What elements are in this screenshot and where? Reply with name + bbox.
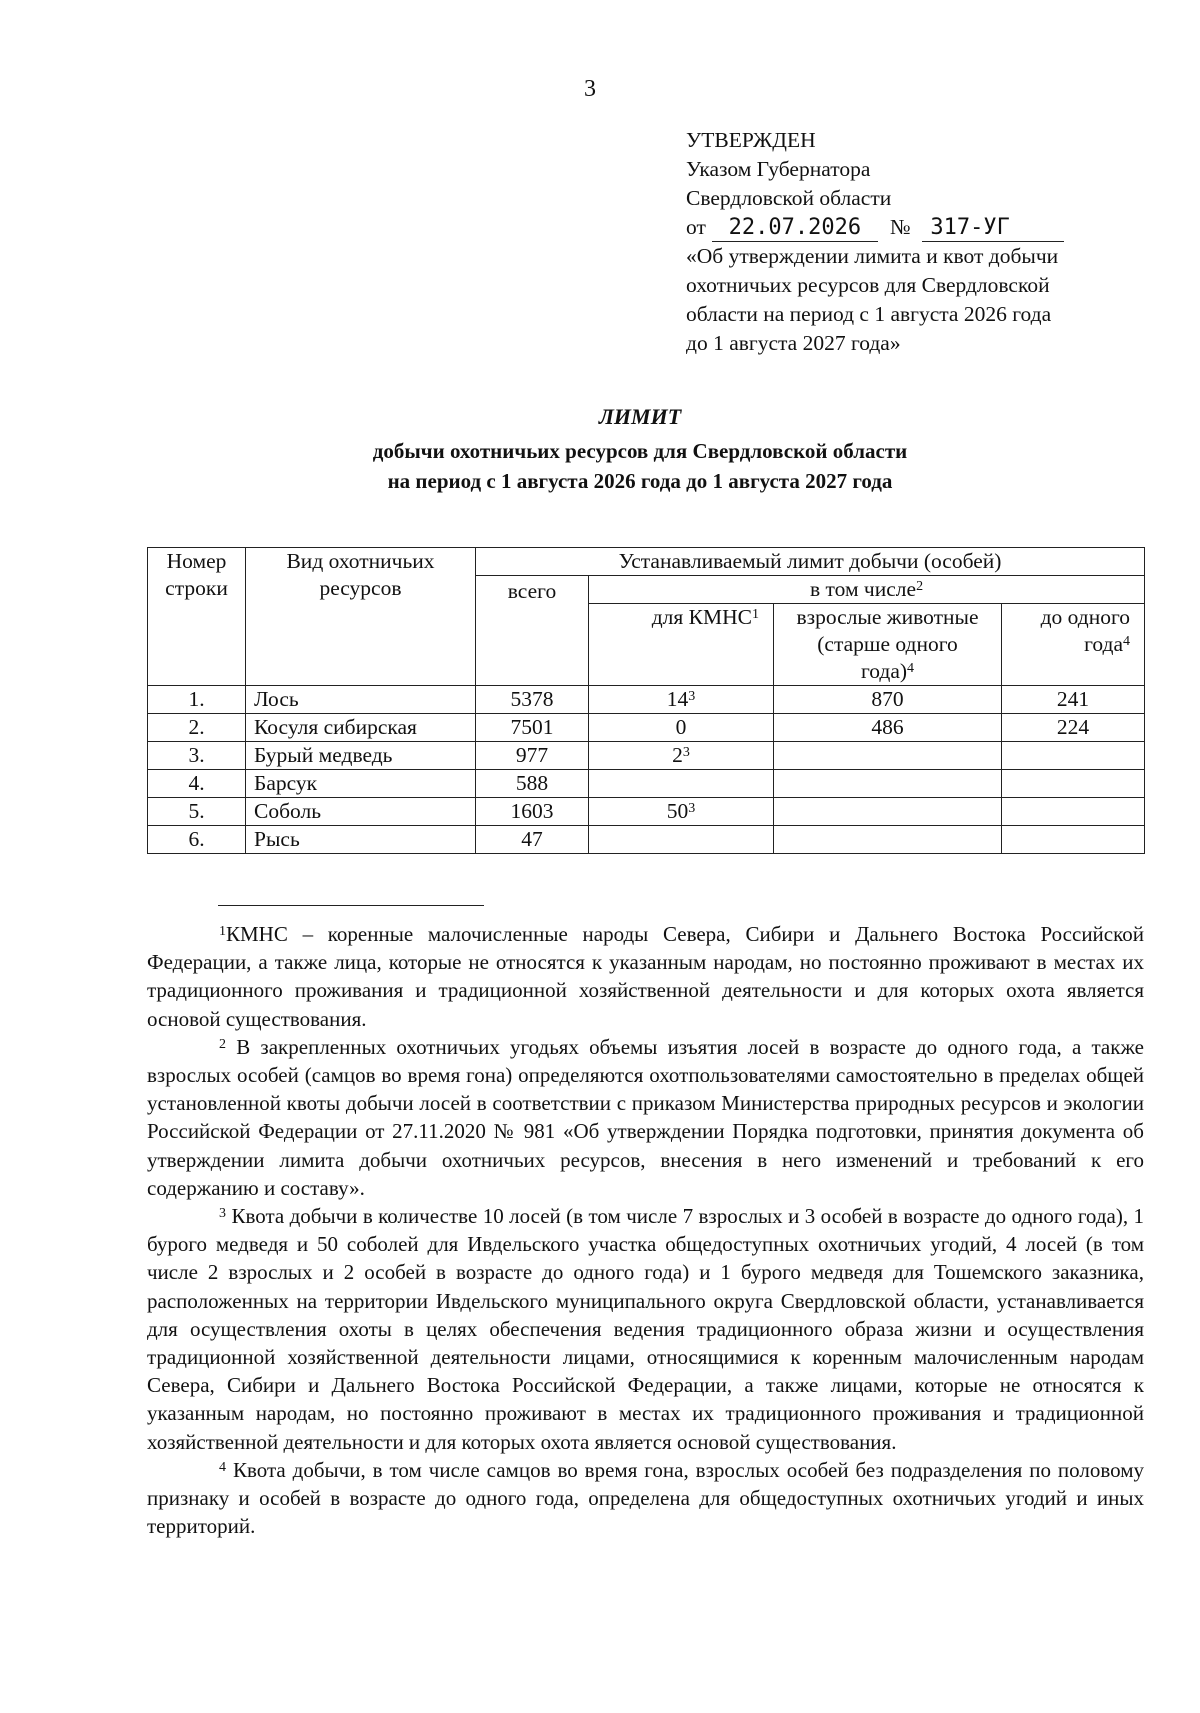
cell-species <box>246 714 476 742</box>
footnote-ref: 2 <box>916 579 924 594</box>
cell-value: 2. <box>188 715 205 739</box>
cell-value: 3. <box>188 743 205 767</box>
header-text <box>1006 631 1130 658</box>
document-subtitle <box>0 436 1200 496</box>
decree-title-line: охотничьих ресурсов для Свердловской <box>686 273 1050 297</box>
cell-adult <box>774 742 1002 770</box>
cell-value: 7501 <box>510 715 554 739</box>
cell-kmns <box>589 770 774 798</box>
cell-kmns <box>589 686 774 714</box>
table-body <box>148 686 1145 854</box>
cell-value: 977 <box>515 743 549 767</box>
cell-total <box>476 714 589 742</box>
footnote <box>147 920 1144 1033</box>
table-row <box>148 826 1145 854</box>
cell-value: 1603 <box>510 799 554 823</box>
footnote-ref: 3 <box>688 689 696 704</box>
table-header-row <box>148 548 1145 576</box>
footnote-text: В закрепленных охотничьих угодьях объемы изъятия лосей в возрасте до одного года, а также взрослых особей (самцов во время гона) определяются охотпользователями самостоятельно в пределах общей установленной квоты добычи лосей в соответствии с приказом Министерства природных ресурсов и экологии Российской Федерации от 27.11.2020 № 981 «Об утверждении Порядка подготовки, принятия документа об утверждении лимита добычи охотничьих ресурсов, внесения в него изменений и требований к его содержанию и составу». <box>147 1034 1145 1200</box>
header-text <box>778 658 997 685</box>
cell-value: 0 <box>675 715 687 739</box>
cell-value: Лось <box>254 687 299 711</box>
decree-title-line: до 1 августа 2027 года» <box>686 331 901 355</box>
header-kmns <box>589 604 774 686</box>
cell-kmns <box>589 714 774 742</box>
cell-young <box>1002 742 1145 770</box>
cell-value: 4. <box>188 771 205 795</box>
footnote-text: Квота добычи, в том числе самцов во время гона, взрослых особей без подразделения по половому признаку и особей в возрасте до одного года, определена для общедоступных охотничьих угодий и иных территорий. <box>147 1457 1145 1539</box>
cell-value: 486 <box>871 715 904 739</box>
table-row <box>148 770 1145 798</box>
footnote-mark: 4 <box>219 1459 226 1475</box>
footnotes <box>147 920 1144 1540</box>
header-including <box>589 576 1145 604</box>
header-text: строки <box>165 576 228 600</box>
header-species <box>246 548 476 686</box>
header-total <box>476 576 589 686</box>
limit-table <box>147 547 1145 854</box>
approval-status: УТВЕРЖДЕН <box>686 128 816 152</box>
footnote-mark: 2 <box>219 1036 226 1052</box>
header-text: для КМНС <box>651 605 752 629</box>
cell-value: 241 <box>1056 687 1090 711</box>
cell-row-number <box>148 798 246 826</box>
decree-from-label: от <box>686 215 706 239</box>
table-row <box>148 798 1145 826</box>
cell-species <box>246 826 476 854</box>
table-row <box>148 742 1145 770</box>
cell-adult <box>774 686 1002 714</box>
cell-value: Соболь <box>254 799 322 823</box>
cell-value: 870 <box>871 687 904 711</box>
cell-kmns <box>589 742 774 770</box>
cell-adult <box>774 770 1002 798</box>
cell-value: 47 <box>521 827 543 851</box>
cell-value: 1. <box>188 687 205 711</box>
footnote-mark: 1 <box>219 924 226 939</box>
footnote-mark: 3 <box>219 1206 226 1222</box>
decree-title-line: области на период с 1 августа 2026 года <box>686 302 1052 326</box>
approval-authority: Указом Губернатора <box>686 157 871 181</box>
cell-kmns <box>589 826 774 854</box>
approval-stamp <box>686 126 1136 358</box>
header-text: до одного <box>1040 605 1131 629</box>
header-text: года) <box>860 659 908 683</box>
header-text: Номер <box>166 549 227 573</box>
cell-total <box>476 826 589 854</box>
document-subtitle-line: на период с 1 августа 2026 года до 1 августа 2027 года <box>387 469 893 493</box>
footnote-ref: 3 <box>688 801 696 816</box>
cell-row-number <box>148 826 246 854</box>
document-subtitle-line: добычи охотничьих ресурсов для Свердловской области <box>372 439 908 463</box>
footnote-separator <box>218 905 484 906</box>
cell-value: Косуля сибирская <box>254 715 417 739</box>
footnote-ref: 1 <box>752 607 759 622</box>
footnote-ref: 4 <box>1123 634 1131 649</box>
cell-young <box>1002 714 1145 742</box>
cell-species <box>246 770 476 798</box>
header-text: Вид охотничьих <box>286 549 435 573</box>
cell-row-number <box>148 686 246 714</box>
header-text: всего <box>507 579 557 603</box>
cell-value: 5378 <box>510 687 554 711</box>
header-text: взрослые животные <box>796 605 979 629</box>
header-adult <box>774 604 1002 686</box>
header-limit: Устанавливаемый лимит добычи (особей) <box>476 548 1145 576</box>
cell-young <box>1002 686 1145 714</box>
header-text: ресурсов <box>319 576 402 600</box>
footnote-text: Квота добычи в количестве 10 лосей (в том числе 7 взрослых и 3 особей в возрасте до одного года), 1 бурого медведя и 50 соболей для Ивдельского участка общедоступных охотничьих угодий, 4 лосей (в том числе 2 взрослых и 2 особей в возрасте до одного года) и 1 бурого медведя для Тошемского заказника, расположенных на территории Ивдельского муниципального округа Свердловской области, устанавливается для осуществления охоты в целях обеспечения ведения традиционного образа жизни и осуществления традиционной хозяйственной деятельности лицами, относящимися к коренным малочисленным народам Севера, Сибири и Дальнего Востока Российской Федерации, а также лицами, которые не относятся к указанным народам, но постоянно проживают в местах их традиционного проживания и традиционной хозяйственной деятельности и для которых охота является основой существования. <box>147 1204 1145 1454</box>
header-text: в том числе <box>809 577 917 601</box>
header-text: (старше одного <box>817 632 958 656</box>
cell-row-number <box>148 714 246 742</box>
cell-total <box>476 686 589 714</box>
header-text: года <box>1084 632 1124 656</box>
cell-young <box>1002 826 1145 854</box>
decree-date: 22.07.2026 <box>712 215 878 242</box>
cell-value: 2 <box>672 743 683 767</box>
decree-reference <box>686 213 1136 242</box>
cell-value: Рысь <box>254 827 300 851</box>
cell-row-number <box>148 742 246 770</box>
header-young <box>1002 604 1145 686</box>
cell-value: 588 <box>515 771 549 795</box>
cell-adult <box>774 798 1002 826</box>
table-row <box>148 686 1145 714</box>
cell-row-number <box>148 770 246 798</box>
cell-value: 224 <box>1056 715 1090 739</box>
footnote-text: КМНС – коренные малочисленные народы Севера, Сибири и Дальнего Востока Российской Федерации, а также лица, которые не относятся к указанным народам, но постоянно проживают в местах их традиционного проживания и традиционной хозяйственной деятельности и для которых охота является основой существования. <box>147 922 1144 1031</box>
cell-value: Барсук <box>254 771 318 795</box>
decree-title-line: «Об утверждении лимита и квот добычи <box>686 244 1059 268</box>
cell-value: Бурый медведь <box>254 743 393 767</box>
footnote <box>147 1456 1144 1541</box>
cell-total <box>476 770 589 798</box>
cell-adult <box>774 826 1002 854</box>
cell-young <box>1002 770 1145 798</box>
cell-value: 6. <box>188 827 205 851</box>
document-title: ЛИМИТ <box>598 404 682 429</box>
table-row <box>148 714 1145 742</box>
decree-number: 317-УГ <box>922 215 1064 242</box>
cell-value: 14 <box>666 687 689 711</box>
cell-adult <box>774 714 1002 742</box>
cell-value: 5. <box>188 799 205 823</box>
footnote <box>147 1033 1144 1202</box>
cell-young <box>1002 798 1145 826</box>
approval-region: Свердловской области <box>686 186 892 210</box>
cell-total <box>476 798 589 826</box>
footnote <box>147 1202 1144 1456</box>
footnote-ref: 4 <box>907 661 915 676</box>
decree-number-sign: № <box>889 215 911 239</box>
page-number: 3 <box>584 76 596 102</box>
header-row-number <box>148 548 246 686</box>
cell-species <box>246 798 476 826</box>
cell-species <box>246 742 476 770</box>
footnote-ref: 3 <box>682 745 690 760</box>
cell-total <box>476 742 589 770</box>
cell-species <box>246 686 476 714</box>
cell-value: 50 <box>666 799 689 823</box>
cell-kmns <box>589 798 774 826</box>
